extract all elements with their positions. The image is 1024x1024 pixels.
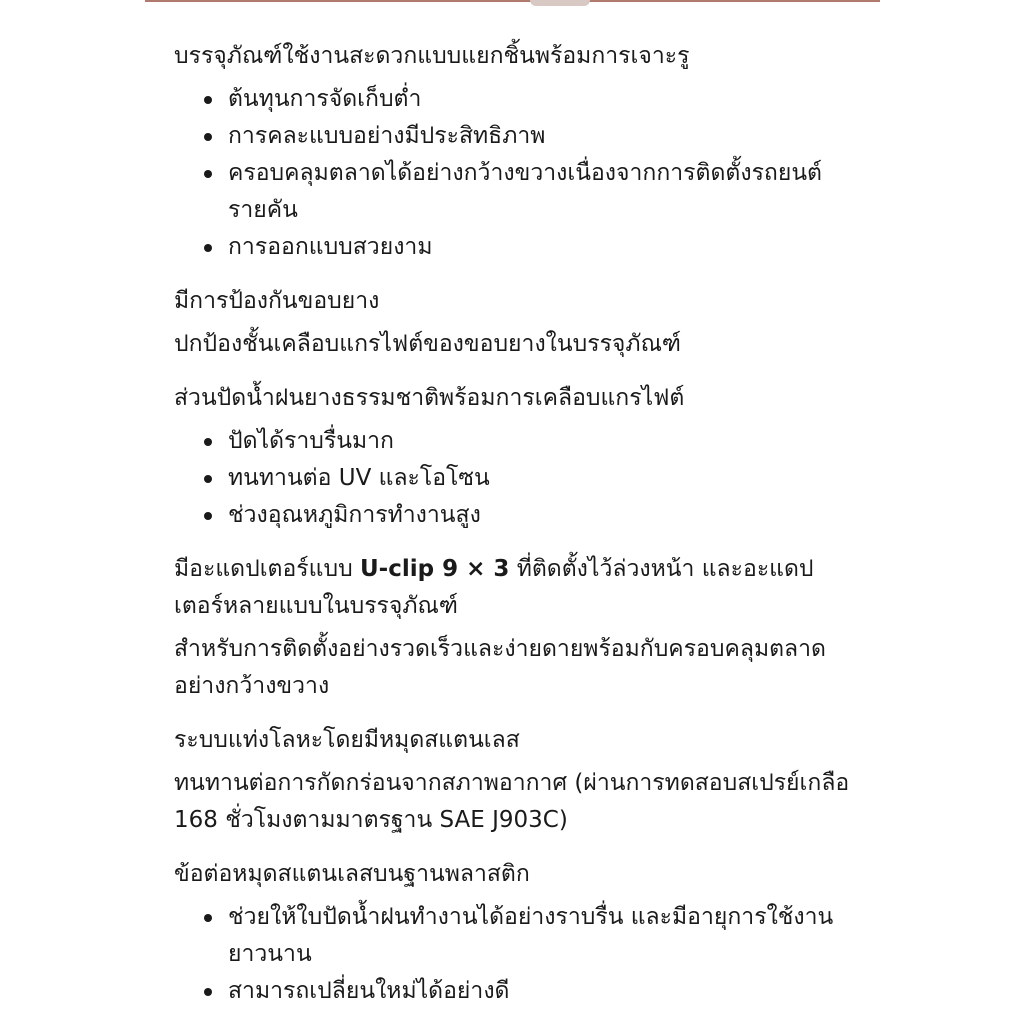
section-rubber-blade: [174, 380, 854, 534]
section-heading: บรรจุภัณฑ์ใช้งานสะดวกแบบแยกชิ้นพร้อมการเจาะรู: [174, 43, 690, 69]
list-item: ทนทานต่อ UV และโอโซน: [228, 460, 854, 497]
list-item: ต้นทุนการจัดเก็บต่ำ: [228, 81, 854, 118]
section-edge-protection: [174, 283, 854, 363]
bullet-list: [174, 899, 854, 1010]
bullet-list: [174, 423, 854, 534]
section-joint: [174, 856, 854, 1010]
document-body: [174, 38, 854, 1010]
list-item: สามารถเปลี่ยนใหม่ได้อย่างดี: [228, 973, 854, 1010]
heading-text-pre: มีอะแดปเตอร์แบบ: [174, 556, 360, 582]
section-heading: [174, 551, 854, 625]
heading-text-bold: U-clip 9 × 3: [360, 556, 510, 582]
list-item: การออกแบบสวยงาม: [228, 229, 854, 266]
section-packaging: [174, 38, 854, 266]
section-heading: มีการป้องกันขอบยาง: [174, 288, 380, 314]
list-item: ช่วยให้ใบปัดน้ำฝนทำงานได้อย่างราบรื่น และมีอายุการใช้งานยาวนาน: [228, 899, 854, 973]
heading-text-post: ที่ติดตั้งไว้ล่วงหน้า และอะแดปเตอร์หลายแบบในบรรจุภัณฑ์: [174, 556, 814, 619]
section-heading: ข้อต่อหมุดสแตนเลสบนฐานพลาสติก: [174, 861, 530, 887]
list-item: การคละแบบอย่างมีประสิทธิภาพ: [228, 118, 854, 155]
list-item: ช่วงอุณหภูมิการทำงานสูง: [228, 497, 854, 534]
section-body: สำหรับการติดตั้งอย่างรวดเร็วและง่ายดายพร้อมกับครอบคลุมตลาดอย่างกว้างขวาง: [174, 636, 826, 699]
section-body: ทนทานต่อการกัดกร่อนจากสภาพอากาศ (ผ่านการทดสอบสเปรย์เกลือ 168 ชั่วโมงตามมาตรฐาน SAE J903C): [174, 770, 850, 833]
top-divider: [145, 0, 880, 2]
list-item: ปัดได้ราบรื่นมาก: [228, 423, 854, 460]
section-heading: ส่วนปัดน้ำฝนยางธรรมชาติพร้อมการเคลือบแกรไฟต์: [174, 385, 685, 411]
list-item: ครอบคลุมตลาดได้อย่างกว้างขวางเนื่องจากการติดตั้งรถยนต์รายคัน: [228, 155, 854, 229]
bullet-list: [174, 81, 854, 266]
top-divider-accent: [530, 0, 590, 6]
section-heading: ระบบแท่งโลหะโดยมีหมุดสแตนเลส: [174, 727, 520, 753]
section-adapters: [174, 551, 854, 705]
section-metal-frame: [174, 722, 854, 839]
section-body: ปกป้องชั้นเคลือบแกรไฟต์ของขอบยางในบรรจุภัณฑ์: [174, 331, 681, 357]
